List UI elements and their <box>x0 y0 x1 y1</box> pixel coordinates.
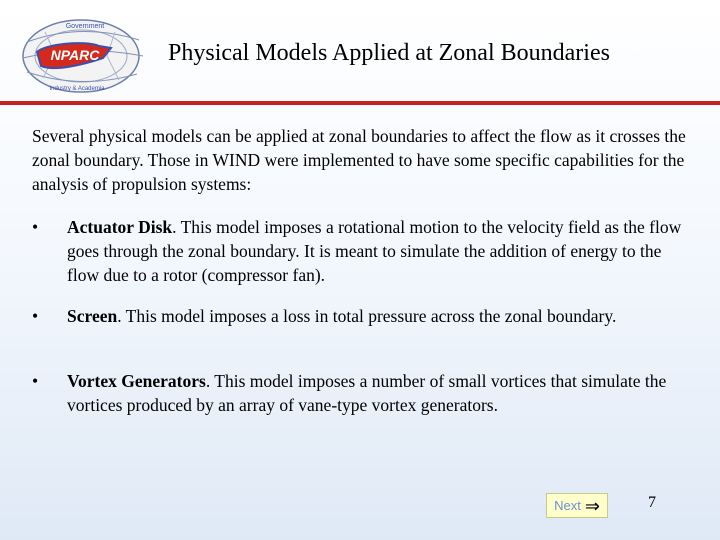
bullet-marker: • <box>32 217 39 237</box>
logo-text: NPARC <box>50 47 100 63</box>
bullet-term: Actuator Disk <box>67 217 173 237</box>
bullet-term: Screen <box>67 306 118 326</box>
logo-ring-top: Government <box>65 23 105 30</box>
bullet-description: . This model imposes a loss in total pressure across the zonal boundary. <box>117 306 617 326</box>
bullet-marker: • <box>32 371 39 391</box>
bullet-text <box>67 215 692 287</box>
page-number: 7 <box>648 494 656 511</box>
intro-paragraph: Several physical models can be applied at zonal boundaries to affect the flow as it crosses the zonal boundary. Those in WIND were implemented to have some specific capabilities for the analysis of propulsion systems: <box>32 126 686 194</box>
bullet-text <box>67 304 692 328</box>
arrow-right-icon: ⇒ <box>584 495 600 516</box>
bullet-text <box>67 369 692 417</box>
nparc-logo-graphic <box>15 14 150 98</box>
bullet-marker: • <box>32 306 39 326</box>
bullet-description: . This model imposes a rotational motion to the velocity field as the flow goes through the zonal boundary. It is meant to simulate the addition of energy to the flow due to a rotor (compressor fan). <box>67 217 682 285</box>
slide-title: Physical Models Applied at Zonal Boundaries <box>168 40 610 66</box>
nparc-logo <box>15 14 150 98</box>
bullet-description: . This model imposes a number of small vortices that simulate the vortices produced by an array of vane-type vortex generators. <box>67 371 667 415</box>
bullet-term: Vortex Generators <box>67 371 206 391</box>
next-label: Next <box>554 498 581 513</box>
title-divider <box>0 101 720 105</box>
next-button[interactable] <box>546 493 608 518</box>
logo-ring-bottom: Industry & Academia <box>49 86 105 92</box>
